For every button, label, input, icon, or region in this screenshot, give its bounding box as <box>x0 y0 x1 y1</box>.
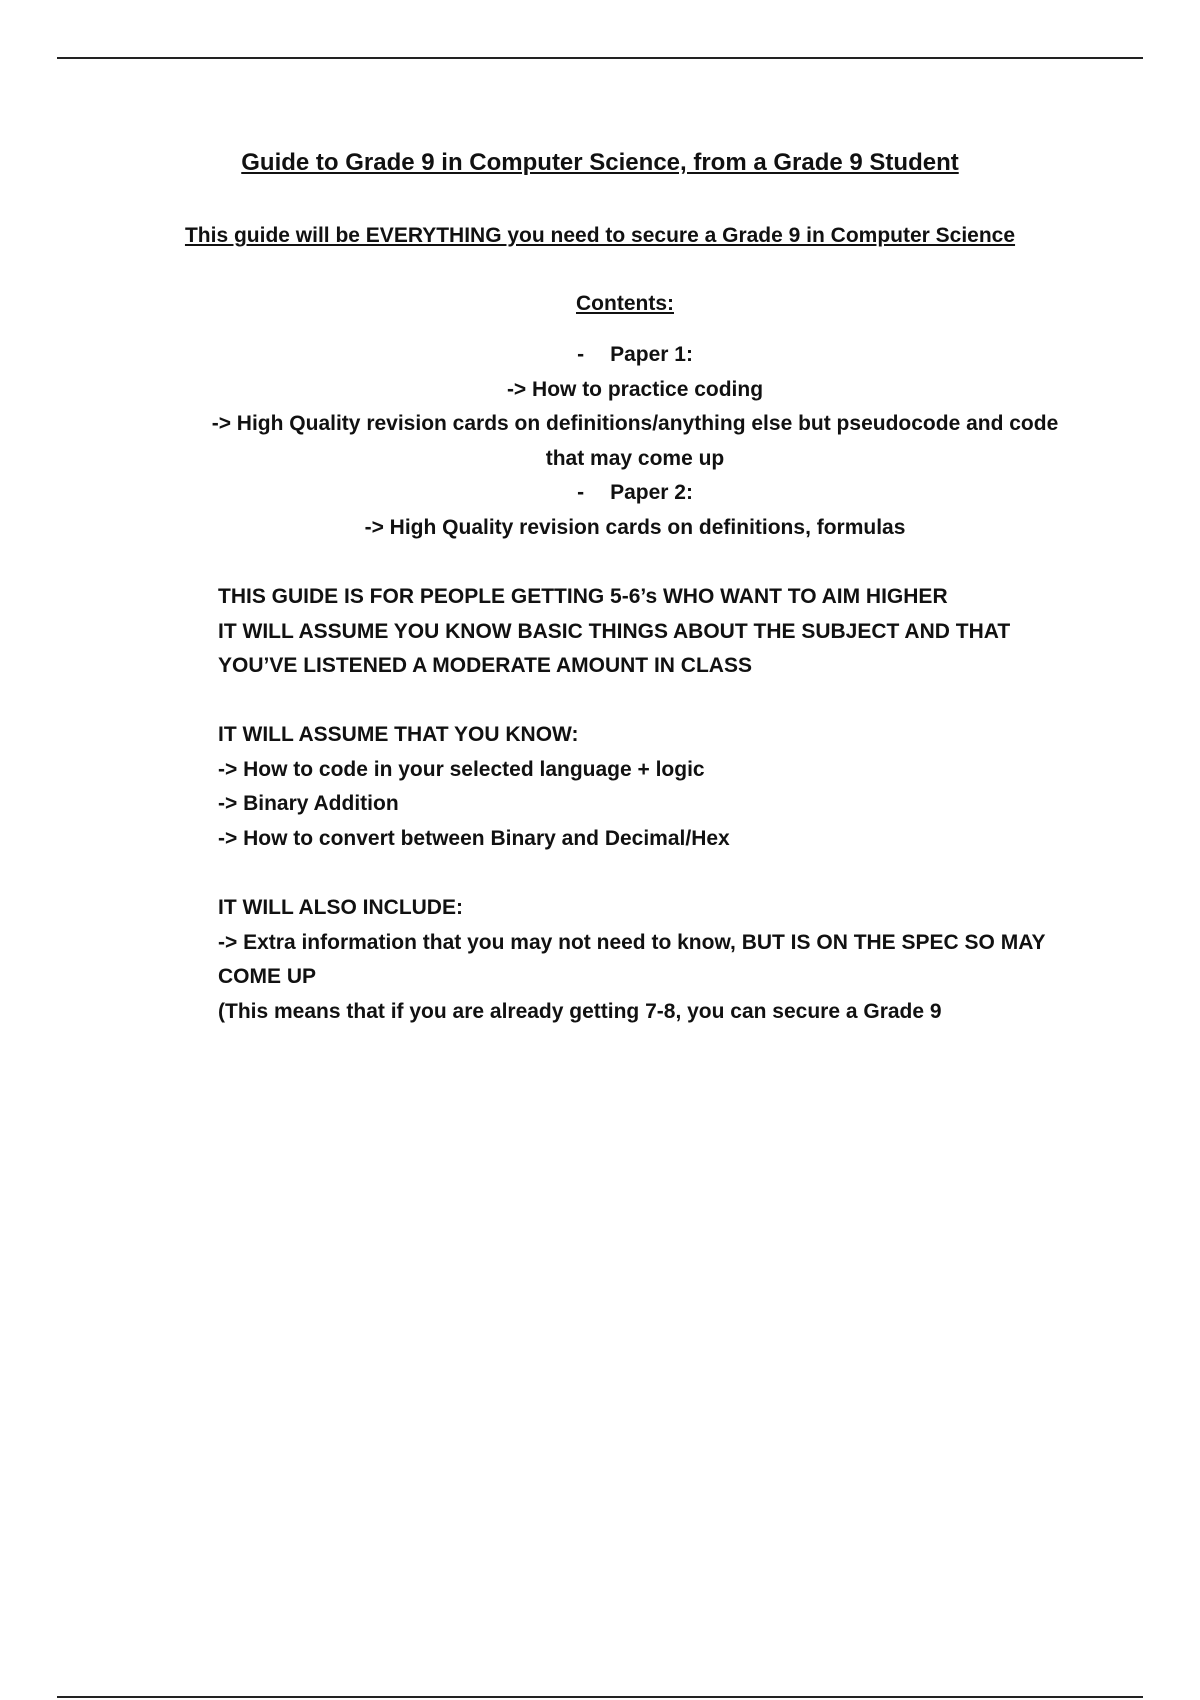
document-subtitle: This guide will be EVERYTHING you need to secure a Grade 9 in Computer Science <box>184 224 1016 247</box>
includes-block <box>218 891 1058 1029</box>
assumption-item: -> How to code in your selected language + logic <box>218 757 705 781</box>
contents-paper1 <box>200 338 1070 373</box>
includes-heading: IT WILL ALSO INCLUDE: <box>218 896 463 919</box>
bullet-dash: - <box>577 343 585 366</box>
includes-item: (This means that if you are already getting 7-8, you can secure a Grade 9 <box>218 999 942 1023</box>
contents-item: -> High Quality revision cards on definitions/anything else but pseudocode and code that may come up <box>211 412 1059 470</box>
assumptions-block <box>218 718 1058 856</box>
audience-line: THIS GUIDE IS FOR PEOPLE GETTING 5-6’s WHO WANT TO AIM HIGHER <box>218 585 948 608</box>
includes-item: -> Extra information that you may not need to know, BUT IS ON THE SPEC SO MAY COME UP <box>218 930 1046 988</box>
contents-heading: Contents: <box>576 292 674 315</box>
paper1-label: Paper 1: <box>610 343 693 366</box>
audience-block <box>218 580 1058 684</box>
top-rule <box>57 57 1143 59</box>
contents-paper2 <box>200 476 1070 511</box>
assumptions-heading: IT WILL ASSUME THAT YOU KNOW: <box>218 723 579 746</box>
audience-line: IT WILL ASSUME YOU KNOW BASIC THINGS ABOUT THE SUBJECT AND THAT YOU’VE LISTENED A MODERATE AMOUNT IN CLASS <box>218 619 1011 677</box>
contents-list <box>200 338 1070 545</box>
bottom-rule <box>57 1696 1143 1698</box>
contents-item: -> High Quality revision cards on definitions, formulas <box>364 515 906 539</box>
assumption-item: -> Binary Addition <box>218 792 399 815</box>
document-title: Guide to Grade 9 in Computer Science, from a Grade 9 Student <box>241 149 959 176</box>
assumption-item: -> How to convert between Binary and Decimal/Hex <box>218 826 730 850</box>
bullet-dash: - <box>577 481 585 504</box>
contents-item: -> How to practice coding <box>506 377 764 401</box>
paper2-label: Paper 2: <box>610 481 693 504</box>
